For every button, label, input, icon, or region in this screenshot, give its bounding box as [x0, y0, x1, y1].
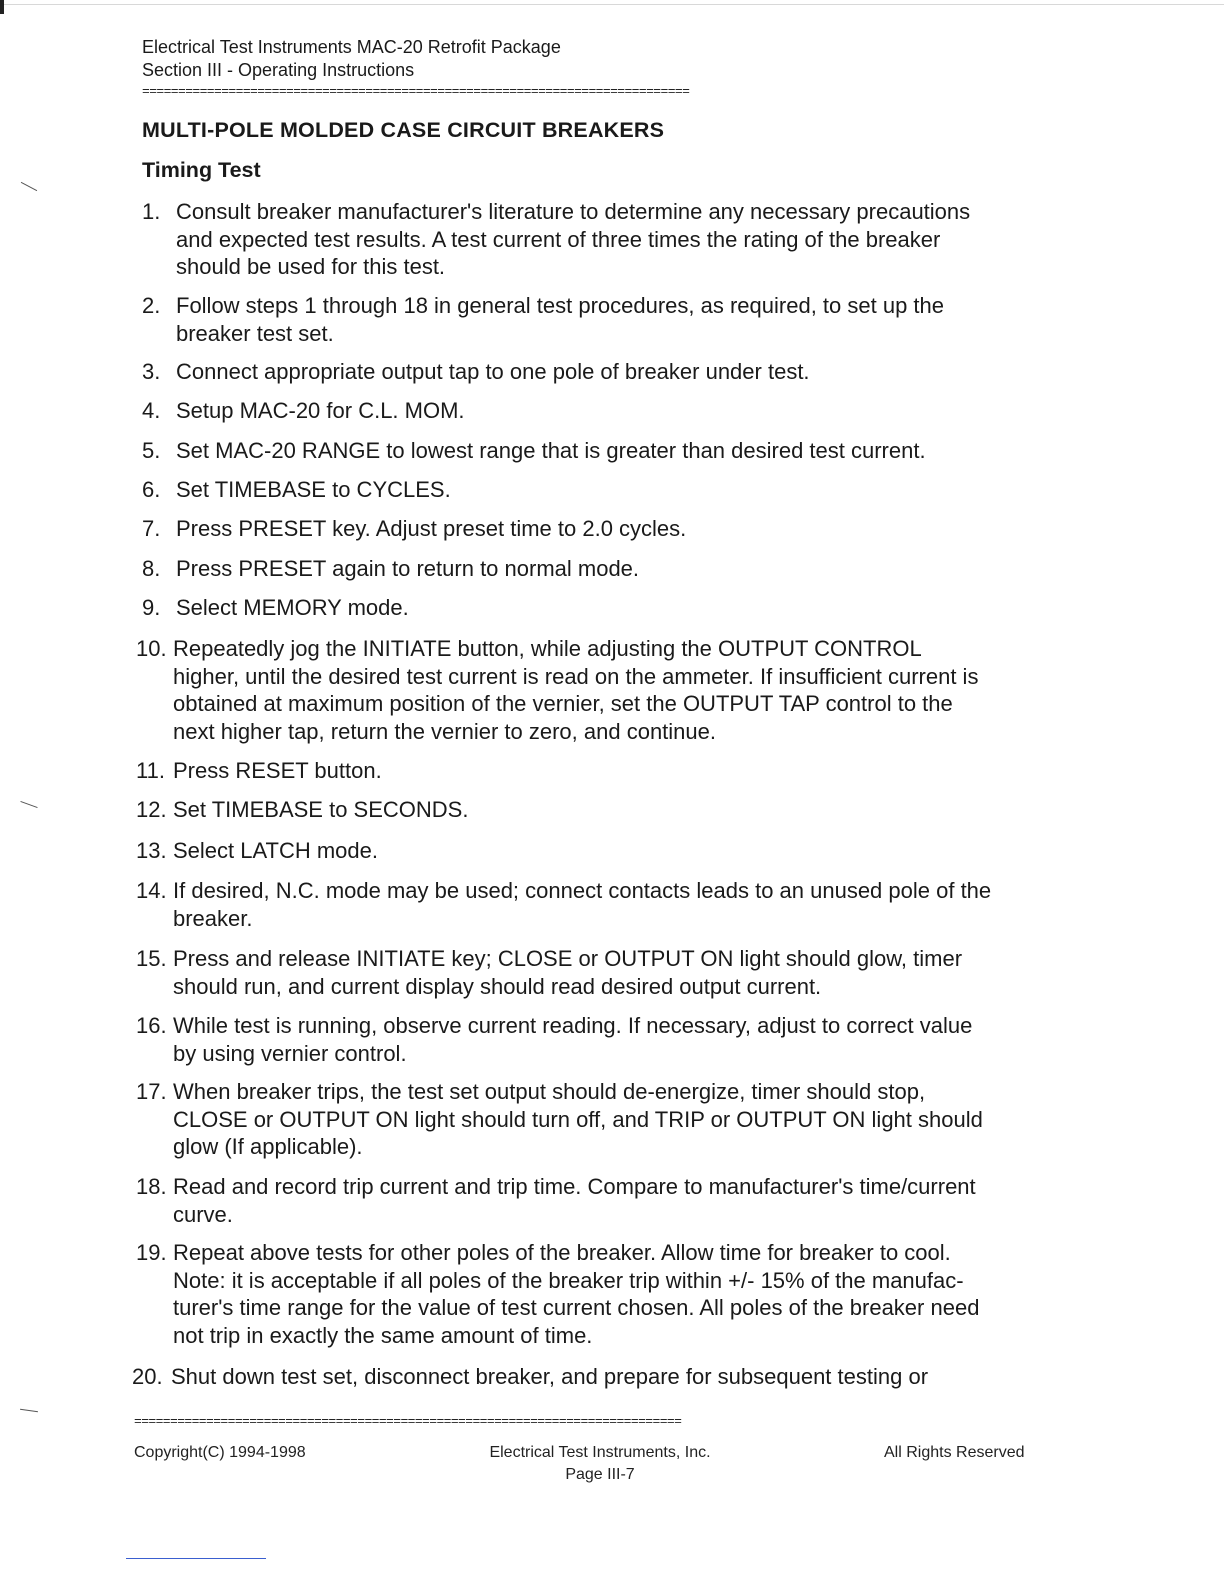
scan-top-edge — [0, 4, 1224, 5]
list-item — [136, 1078, 983, 1161]
list-item — [142, 292, 944, 347]
step-number: 9. — [142, 595, 161, 620]
step-text: Press PRESET again to return to normal mode. — [176, 556, 640, 581]
step-number: 4. — [142, 398, 161, 423]
scan-margin-mark — [20, 801, 37, 808]
footer-rights: All Rights Reserved — [884, 1444, 1025, 1461]
list-item — [142, 515, 686, 543]
step-text: Repeatedly jog the INITIATE button, while adjusting the OUTPUT CONTROL higher, until the desired test current is read on the ammeter. If insufficient current is obtained at maximum position of the vernier, set the OUTPUT TAP control to the next higher tap, return the vernier to zero, and continue. — [173, 636, 979, 744]
step-text: Connect appropriate output tap to one pole of breaker under test. — [176, 359, 810, 384]
list-item — [142, 594, 409, 622]
footer-center-block — [474, 1442, 726, 1486]
step-text: Press and release INITIATE key; CLOSE or OUTPUT ON light should glow, timer should run, and current display should read desired output current. — [173, 946, 963, 999]
step-number: 7. — [142, 516, 161, 541]
step-number: 15. — [136, 946, 167, 971]
step-text: Read and record trip current and trip time. Compare to manufacturer's time/current curve. — [173, 1174, 976, 1227]
footer-copyright: Copyright(C) 1994-1998 — [134, 1444, 306, 1461]
list-item — [142, 358, 810, 386]
step-number: 12. — [136, 797, 167, 822]
step-number: 13. — [136, 838, 167, 863]
list-item — [142, 555, 639, 583]
list-item — [136, 877, 991, 932]
list-item — [136, 945, 962, 1000]
step-number: 17. — [136, 1079, 167, 1104]
step-number: 18. — [136, 1174, 167, 1199]
step-text: Setup MAC-20 for C.L. MOM. — [176, 398, 465, 423]
header-line-2: Section III - Operating Instructions — [142, 60, 415, 80]
list-item — [136, 757, 382, 785]
scan-bottom-mark — [126, 1558, 266, 1559]
step-text: Press RESET button. — [173, 758, 382, 783]
step-text: Select MEMORY mode. — [176, 595, 409, 620]
section-subtitle: Timing Test — [142, 158, 261, 182]
step-text: Press PRESET key. Adjust preset time to 2.0 cycles. — [176, 516, 687, 541]
list-item — [142, 437, 926, 465]
step-text: When breaker trips, the test set output should de-energize, timer should stop, CLOSE or OUTPUT ON light should turn off, and TRIP or OUTPUT ON light should glow (If applicable). — [173, 1079, 983, 1159]
list-item — [136, 837, 378, 865]
step-text: Shut down test set, disconnect breaker, and prepare for subsequent testing or — [171, 1364, 929, 1389]
scan-corner-mark — [0, 0, 4, 14]
list-item — [142, 198, 970, 281]
step-number: 3. — [142, 359, 161, 384]
step-text: Follow steps 1 through 18 in general test procedures, as required, to set up the breaker test set. — [176, 293, 945, 346]
header-line-1: Electrical Test Instruments MAC-20 Retrofit Package — [142, 37, 561, 57]
list-item — [132, 1363, 928, 1391]
step-text: Select LATCH mode. — [173, 838, 379, 863]
step-text: If desired, N.C. mode may be used; connect contacts leads to an unused pole of the breaker. — [173, 878, 992, 931]
list-item — [136, 1012, 972, 1067]
footer-page-number: Page III-7 — [565, 1466, 635, 1483]
step-number: 2. — [142, 293, 161, 318]
page-header — [142, 36, 561, 82]
step-number: 1. — [142, 199, 161, 224]
step-number: 14. — [136, 878, 167, 903]
step-text: Set TIMEBASE to CYCLES. — [176, 477, 451, 502]
step-text: Consult breaker manufacturer's literature to determine any necessary precautions and expected test results. A test current of three times the rating of the breaker should be used for this test. — [176, 199, 971, 279]
footer-rule: ============================================================================ — [134, 1414, 682, 1429]
step-number: 11. — [136, 758, 165, 783]
step-text: Set TIMEBASE to SECONDS. — [173, 797, 469, 822]
step-number: 6. — [142, 477, 161, 502]
scan-margin-mark — [21, 182, 37, 191]
step-number: 16. — [136, 1013, 167, 1038]
list-item — [142, 476, 451, 504]
footer-company: Electrical Test Instruments, Inc. — [489, 1444, 711, 1461]
scan-margin-mark — [20, 1409, 38, 1412]
list-item — [142, 397, 465, 425]
step-number: 19. — [136, 1240, 167, 1265]
step-number: 8. — [142, 556, 161, 581]
list-item — [136, 1239, 979, 1349]
step-text: Set MAC-20 RANGE to lowest range that is greater than desired test current. — [176, 438, 926, 463]
list-item — [136, 796, 468, 824]
header-rule: ============================================================================ — [142, 84, 690, 99]
page-title: MULTI-POLE MOLDED CASE CIRCUIT BREAKERS — [142, 118, 665, 142]
step-text: While test is running, observe current reading. If necessary, adjust to correct value by using vernier control. — [173, 1013, 973, 1066]
list-item — [136, 1173, 976, 1228]
step-number: 10. — [136, 636, 167, 661]
list-item — [136, 635, 978, 745]
step-text: Repeat above tests for other poles of the breaker. Allow time for breaker to cool. Note: it is acceptable if all poles of the breaker trip within +/- 15% of the manufac- turer's time range for the value of test current chosen. All poles of the breaker need not trip in exactly the same amount of time. — [173, 1240, 980, 1348]
step-number: 5. — [142, 438, 161, 463]
step-number: 20. — [132, 1364, 163, 1389]
